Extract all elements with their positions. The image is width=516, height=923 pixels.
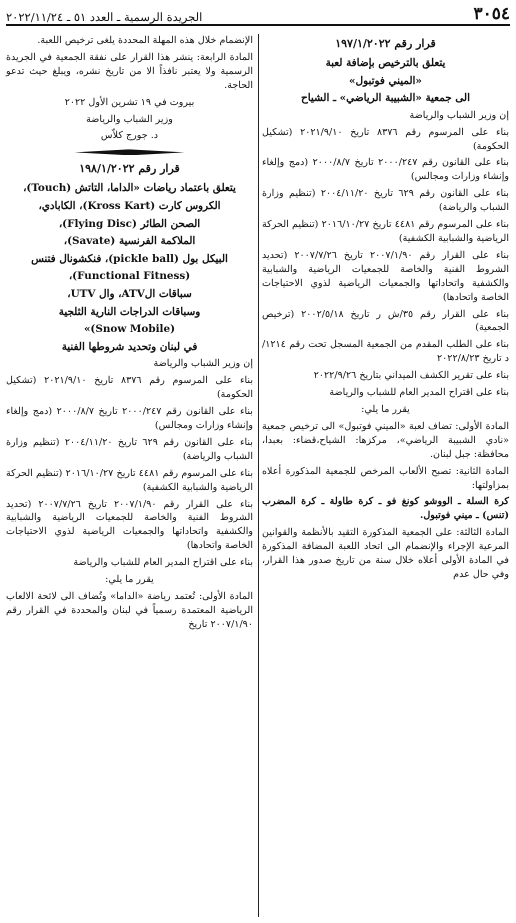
signer-title: وزير الشباب والرياضة	[86, 113, 173, 125]
decision-198-subject-line: (Functional Fitness)،	[68, 270, 191, 283]
section-separator	[75, 149, 185, 155]
decision-198-subject-line: في لبنان وتحديد شروطها الفنية	[61, 340, 198, 353]
decision-198-subject-line: الصحن الطائر (Flying Disc)،	[58, 217, 201, 230]
paragraph: بناء على المرسوم رقم ٤٤٨١ تاريخ ٢٠١٦/١٠/٢٧ (تنظيم الحركة الرياضية والشبابية الكشفية)	[6, 467, 253, 493]
place-date: بيروت في ١٩ تشرين الأول ٢٠٢٢	[64, 96, 195, 108]
decision-198-subject-line: البيكل بول (pickle ball)، فنكشونال فتنس	[31, 252, 228, 265]
paragraph: بناء على المرسوم رقم ٨٣٧٦ تاريخ ٢٠٢١/٩/١٠ (تشكيل الحكومة)	[6, 375, 253, 401]
decision-197-subject-line: الى جمعية «الشبيبة الرياضي» ـ الشياح	[301, 92, 470, 105]
paragraph: بناء على القرار رقم ٣٥/ش ر تاريخ ٢٠٠٢/٥/١٨ (ترخيص الجمعية)	[262, 308, 509, 334]
decision-197-subject-line: يتعلق بالترخيص بإضافة لعبة	[325, 56, 446, 69]
page-number: ٣٠٥٤	[473, 4, 510, 24]
decision-198-subject-line: الملاكمة الفرنسية (Savate)،	[63, 235, 196, 248]
decision-198-subject-line: سباقات الATV، وال UTV،	[67, 287, 192, 300]
continuation-text: الإنضمام خلال هذه المهلة المحددة يلغى ترخيص اللعبة.	[37, 35, 253, 46]
column-divider	[258, 34, 259, 917]
paragraph: بناء على المرسوم رقم ٨٣٧٦ تاريخ ٢٠٢١/٩/١٠ (تشكيل الحكومة)	[262, 126, 509, 152]
journal-issue-line: الجريدة الرسمية ـ العدد ٥١ ـ ٢٠٢٢/١١/٢٤	[6, 10, 203, 24]
decision-197-title: قرار رقم ١٩٧/١/٢٠٢٢	[335, 37, 436, 50]
left-column	[6, 34, 253, 919]
decision-198-subject-line: الكروس كارت (Kross Kart)، الكابادي،	[38, 199, 221, 212]
decision-198-title: قرار رقم ١٩٨/١/٢٠٢٢	[79, 162, 180, 176]
paragraph: بناء على اقتراح المدير العام للشباب والرياضة	[329, 387, 509, 399]
decision-197-subject-line: «الميني فوتبول»	[349, 74, 422, 87]
paragraph: بناء على القانون رقم ٦٢٩ تاريخ ٢٠٠٤/١١/٢٠ (تنظيم وزارة الشباب والرياضة)	[262, 188, 509, 214]
article-4: المادة الرابعة: ينشر هذا القرار على نفقة الجمعية في الجريدة الرسمية ولا يعتبر نافذاً الا من تاريخ نشره، ويبلغ حيث تدعو الحاجة.	[6, 51, 253, 91]
right-column	[262, 34, 509, 919]
paragraph: بناء على القرار رقم ٢٠٠٧/١/٩٠ تاريخ ٢٠٠٧/٧/٢٦ (تحديد الشروط الفنية والخاصة للجمعيات الرياضية والشبابية والكشفية واتحاداتها والجمعيات الرياضية لذوي الاحتياجات الخاصة واتحادها)	[262, 249, 509, 303]
decides-line: يقرر ما يلي:	[361, 403, 410, 415]
paragraph: بناء على اقتراح المدير العام للشباب والرياضة	[73, 557, 253, 569]
paragraph: إن وزير الشباب والرياضة	[153, 358, 253, 370]
paragraph: بناء على القانون رقم ٢٠٠٠/٢٤٧ تاريخ ٢٠٠٠/٨/٧ (دمج وإلغاء وإنشاء وزارات ومجالس)	[6, 406, 253, 431]
decision-198-subject-line: وسباقات الدراجات النارية الثلجية	[58, 305, 201, 318]
paragraph: بناء على القانون رقم ٦٢٩ تاريخ ٢٠٠٤/١١/٢٠ (تنظيم وزارة الشباب والرياضة)	[6, 436, 253, 462]
paragraph: إن وزير الشباب والرياضة	[409, 109, 509, 121]
paragraph: بناء على الطلب المقدم من الجمعية المسجل تحت رقم ١٢١٤/د تاريخ ٢٠٢٢/٨/٢٣	[262, 339, 509, 365]
article-3: المادة الثالثة: على الجمعية المذكورة التقيد بالأنظمة والقوانين المرعية الإجراء والإنضمام الى اتحاد اللعبة المضافة المذكورة في المادة الأولى أعلاه خلال سنة من تاريخ صدور هذا القرار، وفي حال عدم	[262, 527, 509, 580]
decides-line: يقرر ما يلي:	[105, 574, 154, 586]
licensed-games-list: كرة السلة ـ الووشو كونغ فو ـ كرة طاولة ـ كرة المضرب (تنس) ـ ميني فوتبول.	[262, 496, 509, 522]
article-2: المادة الثانية: تصبح الألعاب المرخص للجمعية المذكورة أعلاه بمزاولتها:	[262, 465, 509, 491]
paragraph: بناء على القرار رقم ٢٠٠٧/١/٩٠ تاريخ ٢٠٠٧/٧/٢٦ (تحديد الشروط الفنية والخاصة للجمعيات الرياضية والشبابية والكشفية واتحاداتها والجمعيات الرياضية لذوي الاحتياجات الخاصة واتحادها)	[6, 498, 253, 552]
paragraph: بناء على المرسوم رقم ٤٤٨١ تاريخ ٢٠١٦/١٠/٢٧ (تنظيم الحركة الرياضية والشبابية الكشفية)	[262, 219, 509, 245]
decision-198-subject-line: يتعلق باعتماد رياضات «الداما، التاتش (Touch)،	[23, 182, 236, 195]
paragraph: بناء على القانون رقم ٢٠٠٠/٢٤٧ تاريخ ٢٠٠٠/٨/٧ (دمج وإلغاء وإنشاء وزارات ومجالس)	[262, 157, 509, 183]
article-1: المادة الأولى: تُعتمد رياضة «الداما» وتُضاف الى لائحة الالعاب الرياضية المعتمدة رسمياً في لبنان والمحددة في القرار رقم ٢٠٠٧/١/٩٠ تاريخ	[6, 590, 253, 630]
decision-198-subject-line: (Snow Mobile)»	[83, 323, 176, 336]
paragraph: بناء على تقرير الكشف الميداني بتاريخ ٢٠٢٢/٩/٢٦	[313, 370, 509, 382]
article-1: المادة الأولى: تضاف لعبة «الميني فوتبول» الى ترخيص جمعية «نادي الشبيبة الرياضي»، مركزها: الشياح،قضاء: بعبدا، محافظة: جبل لبنان.	[262, 420, 509, 460]
signer-name: د. جورج كلاّس	[100, 130, 159, 142]
page-header	[6, 4, 510, 26]
